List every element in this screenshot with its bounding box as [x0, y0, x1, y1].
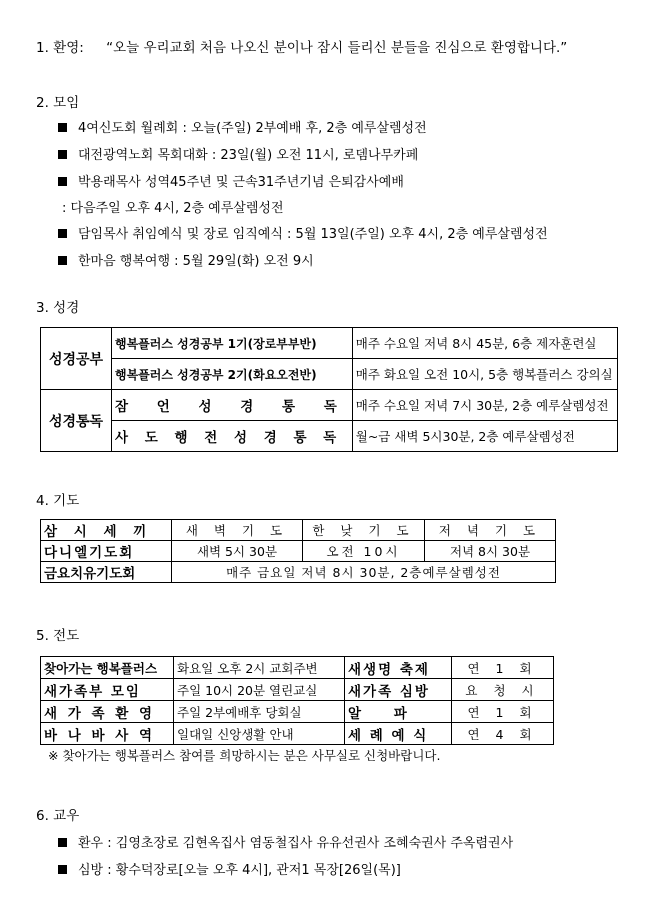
- prayer-cell: 오전 10시: [303, 541, 425, 562]
- program-detail: 연 1 회: [452, 701, 554, 723]
- welcome-heading: 1. 환영:: [36, 40, 84, 56]
- reading-time: 매주 수요일 저녁 7시 30분, 2층 예루살렘성전: [352, 390, 617, 421]
- program-name: 알 파: [345, 701, 452, 723]
- prayer-cell: 새 벽 기 도: [172, 520, 303, 541]
- members-item: 환우 : 김영초장로 김현옥집사 염동철집사 유유선권사 조혜숙권사 주옥렴권사: [78, 836, 514, 851]
- category-cell: 성경공부: [41, 328, 112, 390]
- prayer-cell: 저녁 8시 30분: [425, 541, 556, 562]
- study-name: 행복플러스 성경공부 1기(장로부부반): [112, 328, 353, 359]
- table-row: [41, 679, 554, 701]
- reading-time: 월~금 새벽 5시30분, 2층 예루살렘성전: [352, 421, 617, 452]
- program-detail: 화요일 오후 2시 교회주변: [174, 657, 345, 679]
- program-name: 새가족부 모임: [41, 679, 174, 701]
- program-detail: 연 4 회: [452, 723, 554, 745]
- bullet-icon: [58, 177, 67, 186]
- table-row: [41, 723, 554, 745]
- prayer-cell: 저 녁 기 도: [425, 520, 556, 541]
- members-item: 심방 : 황수덕장로[오늘 오후 4시], 관저1 목장[26일(목)]: [78, 863, 401, 878]
- bible-heading: 3. 성경: [36, 300, 80, 316]
- prayer-cell: 매주 금요일 저녁 8시 30분, 2층예루살렘성전: [172, 562, 556, 583]
- prayer-cell: 한 낮 기 도: [303, 520, 425, 541]
- table-row: [41, 541, 556, 562]
- table-row: [41, 520, 556, 541]
- reading-name: 사 도 행 전 성 경 통 독: [112, 421, 353, 452]
- meeting-item: 대전광역노회 목회대화 : 23일(월) 오전 11시, 로뎀나무카페: [78, 148, 419, 163]
- prayer-table: [40, 519, 556, 583]
- bullet-icon: [58, 123, 67, 132]
- program-detail: 요 청 시: [452, 679, 554, 701]
- table-row: [41, 701, 554, 723]
- program-name: 새가족 심방: [345, 679, 452, 701]
- bible-table: [40, 327, 618, 452]
- table-row: [41, 328, 618, 359]
- meeting-item: 한마음 행복여행 : 5월 29일(화) 오전 9시: [78, 254, 314, 269]
- program-name: 찾아가는 행복플러스: [41, 657, 174, 679]
- prayer-label: 삼 시 세 끼: [41, 520, 172, 541]
- study-time: 매주 화요일 오전 10시, 5층 행복플러스 강의실: [352, 359, 617, 390]
- meeting-item: 담임목사 취임예식 및 장로 임직예식 : 5월 13일(주일) 오후 4시, 2층 예루살렘성전: [78, 227, 548, 242]
- evangelism-note: ※ 찾아가는 행복플러스 참여를 희망하시는 분은 사무실로 신청바랍니다.: [48, 748, 441, 763]
- evangelism-heading: 5. 전도: [36, 628, 80, 644]
- meeting-item-continued: : 다음주일 오후 4시, 2층 예루살렘성전: [62, 201, 284, 216]
- study-time: 매주 수요일 저녁 8시 45분, 6층 제자훈련실: [352, 328, 617, 359]
- table-row: [41, 421, 618, 452]
- reading-name: 잠 언 성 경 통 독: [112, 390, 353, 421]
- bullet-icon: [58, 150, 67, 159]
- program-detail: 일대일 신앙생활 안내: [174, 723, 345, 745]
- table-row: [41, 657, 554, 679]
- table-row: [41, 359, 618, 390]
- meeting-item: 박용래목사 성역45주년 및 근속31주년기념 은퇴감사예배: [78, 175, 404, 190]
- program-detail: 주일 10시 20분 열린교실: [174, 679, 345, 701]
- meeting-item: 4여신도회 월례회 : 오늘(주일) 2부예배 후, 2층 예루살렘성전: [78, 121, 427, 136]
- meetings-heading: 2. 모임: [36, 95, 80, 111]
- program-name: 새 가 족 환 영: [41, 701, 174, 723]
- prayer-heading: 4. 기도: [36, 493, 80, 509]
- table-row: [41, 562, 556, 583]
- study-name: 행복플러스 성경공부 2기(화요오전반): [112, 359, 353, 390]
- prayer-label: 금요치유기도회: [41, 562, 172, 583]
- category-cell: 성경통독: [41, 390, 112, 452]
- bullet-icon: [58, 838, 67, 847]
- section-welcome: [36, 36, 567, 56]
- program-detail: 주일 2부예배후 당회실: [174, 701, 345, 723]
- welcome-text: “오늘 우리교회 처음 나오신 분이나 잠시 들리신 분들을 진심으로 환영합니다.”: [106, 40, 568, 56]
- program-name: 세 례 예 식: [345, 723, 452, 745]
- bullet-icon: [58, 229, 67, 238]
- prayer-label: 다니엘기도회: [41, 541, 172, 562]
- program-detail: 연 1 회: [452, 657, 554, 679]
- bullet-icon: [58, 256, 67, 265]
- members-heading: 6. 교우: [36, 808, 80, 824]
- evangelism-table: [40, 656, 554, 745]
- bullet-icon: [58, 865, 67, 874]
- program-name: 새생명 축제: [345, 657, 452, 679]
- table-row: [41, 390, 618, 421]
- program-name: 바 나 바 사 역: [41, 723, 174, 745]
- prayer-cell: 새벽 5시 30분: [172, 541, 303, 562]
